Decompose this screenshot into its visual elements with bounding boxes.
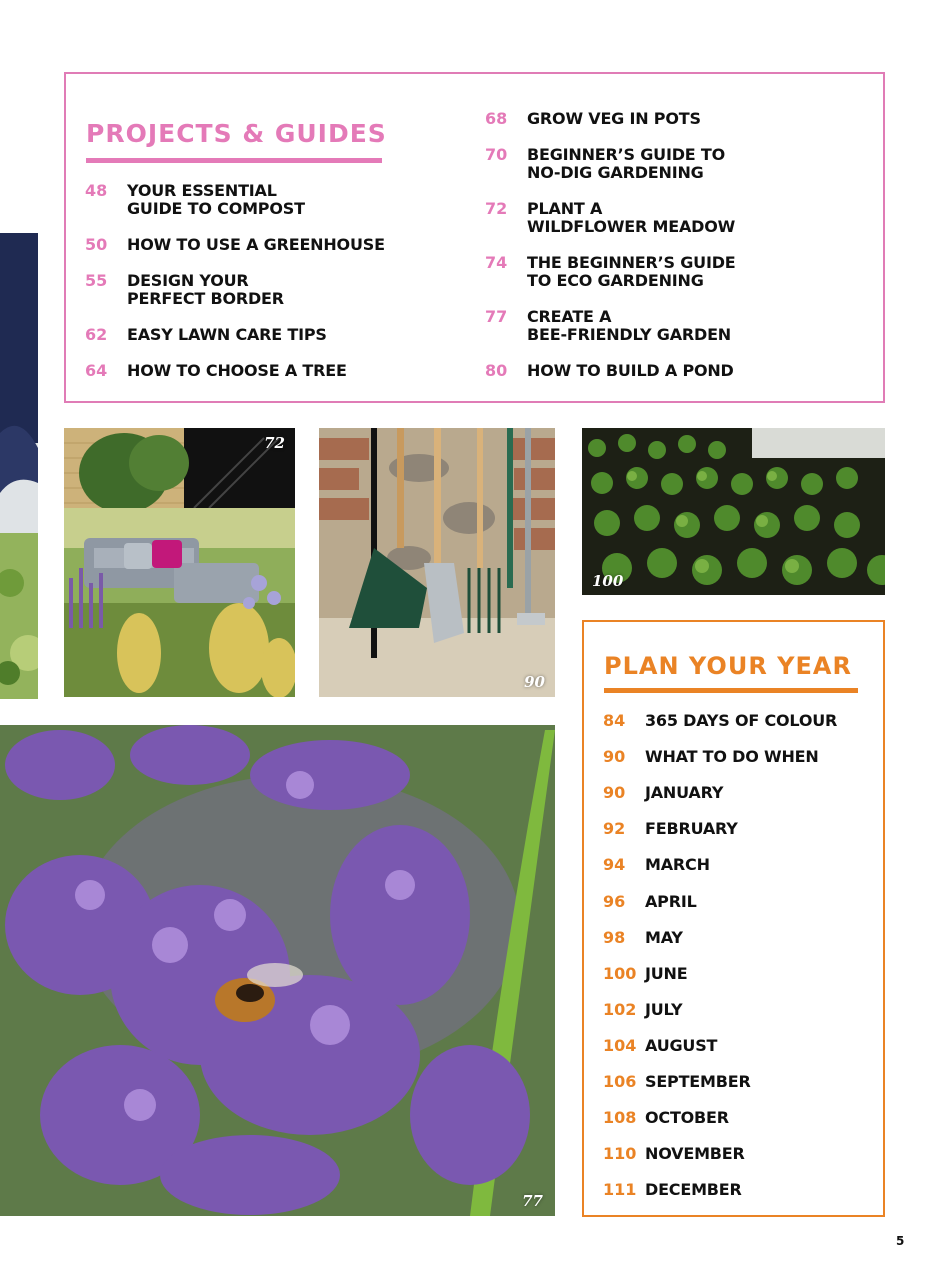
- toc-entry[interactable]: [485, 362, 734, 380]
- toc-page-number: 108: [603, 1108, 637, 1128]
- toc-entry[interactable]: [485, 254, 736, 290]
- toc-entry[interactable]: [85, 236, 385, 254]
- toc-page-number: 90: [603, 747, 626, 767]
- toc-entry-title: HOW TO USE A GREENHOUSE: [127, 235, 385, 254]
- toc-entry[interactable]: [85, 182, 305, 218]
- toc-entry[interactable]: [603, 856, 710, 874]
- toc-entry-title: WHAT TO DO WHEN: [645, 747, 819, 767]
- toc-entry-title: PLANT A WILDFLOWER MEADOW: [527, 199, 736, 236]
- toc-entry-title: JULY: [645, 999, 683, 1019]
- toc-entry-title: SEPTEMBER: [645, 1072, 751, 1091]
- toc-entry-title: OCTOBER: [645, 1108, 729, 1128]
- toc-page-number: 64: [85, 361, 108, 380]
- toc-entry[interactable]: [485, 110, 701, 128]
- toc-entry[interactable]: [603, 1181, 742, 1199]
- toc-page-number: 94: [603, 855, 626, 875]
- plan-your-year-box: [582, 620, 885, 1217]
- plan-title-rule: [604, 688, 858, 693]
- toc-entry[interactable]: [603, 1037, 717, 1055]
- plan-your-year-title: PLAN YOUR YEAR: [604, 652, 852, 680]
- toc-entry[interactable]: [485, 308, 731, 344]
- toc-entry[interactable]: [485, 200, 735, 236]
- toc-entry[interactable]: [85, 272, 284, 308]
- toc-page-number: 74: [485, 253, 508, 272]
- toc-page-number: 72: [485, 199, 508, 218]
- garden-photo-page: 72: [264, 434, 285, 452]
- toc-entry-title: NOVEMBER: [645, 1144, 745, 1164]
- garden-photo[interactable]: [64, 428, 295, 697]
- lavender-photo[interactable]: [0, 725, 555, 1216]
- toc-entry[interactable]: [603, 712, 837, 730]
- toc-entry-title: DECEMBER: [645, 1180, 742, 1200]
- seedlings-photo[interactable]: [582, 428, 885, 595]
- toc-page-number: 80: [485, 361, 508, 380]
- toc-page-number: 77: [485, 307, 508, 326]
- toc-page-number: 70: [485, 145, 508, 164]
- toc-page-number: 90: [603, 783, 626, 803]
- toc-page-number: 100: [603, 963, 637, 983]
- toc-page-number: 104: [603, 1035, 637, 1055]
- toc-entry-title: BEGINNER’S GUIDE TO NO-DIG GARDENING: [527, 145, 725, 182]
- toc-entry[interactable]: [603, 1145, 745, 1163]
- toc-page-number: 106: [603, 1072, 637, 1091]
- toc-entry-title: JUNE: [645, 963, 688, 983]
- toc-page-number: 92: [603, 819, 626, 839]
- toc-entry[interactable]: [603, 784, 723, 802]
- toc-entry-title: HOW TO BUILD A POND: [527, 361, 734, 380]
- projects-title-rule: [86, 158, 382, 163]
- tools-photo-page: 90: [524, 673, 545, 691]
- toc-entry[interactable]: [603, 1073, 751, 1091]
- toc-entry-title: APRIL: [645, 891, 697, 911]
- toc-entry-title: JANUARY: [645, 783, 724, 803]
- toc-page-number: 110: [603, 1144, 637, 1164]
- toc-entry[interactable]: [603, 929, 683, 947]
- toc-entry[interactable]: [85, 326, 327, 344]
- page-number: 5: [896, 1234, 905, 1248]
- lavender-photo-page: 77: [522, 1192, 543, 1210]
- toc-page-number: 68: [485, 109, 508, 128]
- toc-entry[interactable]: [603, 965, 687, 983]
- toc-entry-title: AUGUST: [645, 1035, 718, 1055]
- toc-entry[interactable]: [485, 146, 725, 182]
- toc-page-number: 111: [603, 1180, 637, 1200]
- toc-page-number: 48: [85, 181, 108, 200]
- toc-page-number: 96: [603, 891, 626, 911]
- toc-entry[interactable]: [603, 820, 738, 838]
- toc-entry-title: MARCH: [645, 855, 710, 875]
- toc-entry-title: 365 DAYS OF COLOUR: [645, 711, 838, 730]
- toc-page-number: 84: [603, 711, 626, 730]
- toc-page-number: 50: [85, 235, 108, 254]
- toc-entry[interactable]: [603, 748, 819, 766]
- toc-entry[interactable]: [603, 893, 697, 911]
- tools-photo[interactable]: [319, 428, 555, 697]
- toc-entry-title: YOUR ESSENTIAL GUIDE TO COMPOST: [127, 181, 305, 218]
- toc-entry-title: THE BEGINNER’S GUIDE TO ECO GARDENING: [527, 253, 736, 290]
- toc-entry-title: DESIGN YOUR PERFECT BORDER: [127, 271, 284, 308]
- toc-entry-title: EASY LAWN CARE TIPS: [127, 325, 327, 344]
- toc-entry-title: GROW VEG IN POTS: [527, 109, 701, 128]
- toc-page-number: 55: [85, 271, 108, 290]
- toc-entry-title: MAY: [645, 927, 683, 947]
- toc-entry[interactable]: [603, 1001, 682, 1019]
- toc-entry-title: HOW TO CHOOSE A TREE: [127, 361, 347, 380]
- toc-entry[interactable]: [85, 362, 347, 380]
- toc-entry[interactable]: [603, 1109, 729, 1127]
- edge-photo: [0, 233, 38, 699]
- toc-page-number: 102: [603, 999, 637, 1019]
- toc-entry-title: CREATE A BEE-FRIENDLY GARDEN: [527, 307, 731, 344]
- projects-guides-title: PROJECTS & GUIDES: [86, 119, 387, 148]
- toc-entry-title: FEBRUARY: [645, 819, 738, 839]
- toc-page-number: 98: [603, 927, 626, 947]
- seedlings-photo-page: 100: [592, 572, 624, 590]
- toc-page-number: 62: [85, 325, 108, 344]
